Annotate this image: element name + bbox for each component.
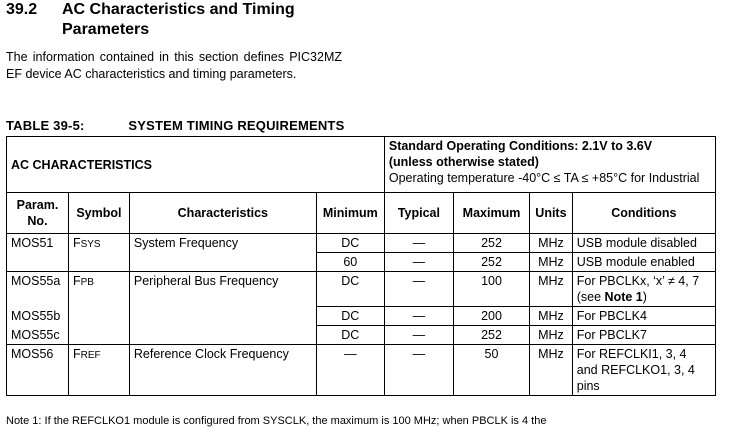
ac-characteristics-cell: AC CHARACTERISTICS xyxy=(7,137,385,193)
header-minimum: Minimum xyxy=(316,193,384,234)
operating-conditions-cell xyxy=(384,137,715,193)
conditions-cell xyxy=(572,272,715,307)
typical-cell: — xyxy=(384,234,453,253)
minimum-cell: — xyxy=(316,345,384,396)
conditions-cell: For PBCLK4 xyxy=(572,307,715,326)
conditions-line-3: Operating temperature -40°C ≤ TA ≤ +85°C for Industrial xyxy=(388,171,700,185)
table-label: TABLE 39-5: xyxy=(6,118,85,133)
intro-paragraph: The information contained in this section defines PIC32MZ EF device AC characteristics and timing parameters. xyxy=(6,50,342,81)
maximum-cell: 100 xyxy=(453,272,529,307)
characteristics-cell: Peripheral Bus Frequency xyxy=(129,272,316,345)
typical-cell: — xyxy=(384,253,453,272)
header-symbol: Symbol xyxy=(68,193,129,234)
conditions-cell: USB module enabled xyxy=(572,253,715,272)
table-row xyxy=(7,272,716,307)
section-title: AC Characteristics and Timing Parameters xyxy=(62,1,295,38)
conditions-text: ) xyxy=(642,290,647,304)
footnote: Note 1: If the REFCLKO1 module is configured from SYSCLK, the maximum is 100 MHz; when PBCLK is 4 the xyxy=(6,415,547,427)
conditions-line: For REFCLKI1, 3, 4 xyxy=(576,347,687,361)
conditions-header-row xyxy=(7,137,716,193)
typical-cell: — xyxy=(384,345,453,396)
header-conditions: Conditions xyxy=(572,193,715,234)
conditions-line-1: Standard Operating Conditions: 2.1V to 3.6V xyxy=(388,139,653,153)
typical-cell: — xyxy=(384,307,453,326)
symbol-cell xyxy=(68,234,129,272)
conditions-text: (see xyxy=(576,290,605,304)
table-row xyxy=(7,345,716,396)
symbol-main: F xyxy=(72,347,81,361)
units-cell: MHz xyxy=(530,234,573,253)
symbol-sub: REF xyxy=(80,350,101,361)
conditions-cell: For PBCLK7 xyxy=(572,326,715,345)
param-cell: MOS55a xyxy=(7,272,69,307)
units-cell: MHz xyxy=(530,253,573,272)
minimum-cell: DC xyxy=(316,326,384,345)
characteristics-cell: System Frequency xyxy=(129,234,316,272)
column-header-row xyxy=(7,193,716,234)
note-1-reference: Note 1 xyxy=(604,290,643,304)
system-timing-table xyxy=(6,136,716,396)
symbol-main: F xyxy=(72,236,81,250)
header-units: Units xyxy=(530,193,573,234)
symbol-sub: PB xyxy=(80,277,94,288)
param-cell: MOS55b xyxy=(7,307,69,326)
minimum-cell: 60 xyxy=(316,253,384,272)
conditions-cell xyxy=(572,345,715,396)
conditions-line xyxy=(577,289,711,305)
header-typical: Typical xyxy=(384,193,453,234)
symbol-cell xyxy=(68,345,129,396)
param-cell: MOS51 xyxy=(7,234,69,272)
typical-cell: — xyxy=(384,326,453,345)
maximum-cell: 252 xyxy=(453,234,529,253)
table-row xyxy=(7,234,716,253)
conditions-cell: USB module disabled xyxy=(572,234,715,253)
units-cell: MHz xyxy=(530,326,573,345)
table-title: SYSTEM TIMING REQUIREMENTS xyxy=(128,118,345,133)
conditions-line-2: (unless otherwise stated) xyxy=(388,155,539,169)
minimum-cell: DC xyxy=(316,234,384,253)
symbol-main: F xyxy=(72,274,81,288)
symbol-sub: SYS xyxy=(80,239,101,250)
maximum-cell: 252 xyxy=(453,253,529,272)
param-cell: MOS55c xyxy=(7,326,69,345)
header-param: Param. No. xyxy=(7,193,69,234)
conditions-line: and REFCLKO1, 3, 4 xyxy=(576,363,695,377)
units-cell: MHz xyxy=(530,272,573,307)
symbol-cell xyxy=(68,272,129,345)
units-cell: MHz xyxy=(530,345,573,396)
units-cell: MHz xyxy=(530,307,573,326)
maximum-cell: 252 xyxy=(453,326,529,345)
header-characteristics: Characteristics xyxy=(129,193,316,234)
minimum-cell: DC xyxy=(316,307,384,326)
minimum-cell: DC xyxy=(316,272,384,307)
conditions-line: pins xyxy=(576,379,600,393)
section-number: 39.2 xyxy=(6,1,38,18)
characteristics-cell: Reference Clock Frequency xyxy=(129,345,316,396)
maximum-cell: 200 xyxy=(453,307,529,326)
header-maximum: Maximum xyxy=(453,193,529,234)
typical-cell: — xyxy=(384,272,453,307)
param-cell: MOS56 xyxy=(7,345,69,396)
conditions-line: For PBCLKx, ‘x’ ≠ 4, 7 xyxy=(576,274,700,288)
table-caption xyxy=(6,118,344,133)
maximum-cell: 50 xyxy=(453,345,529,396)
